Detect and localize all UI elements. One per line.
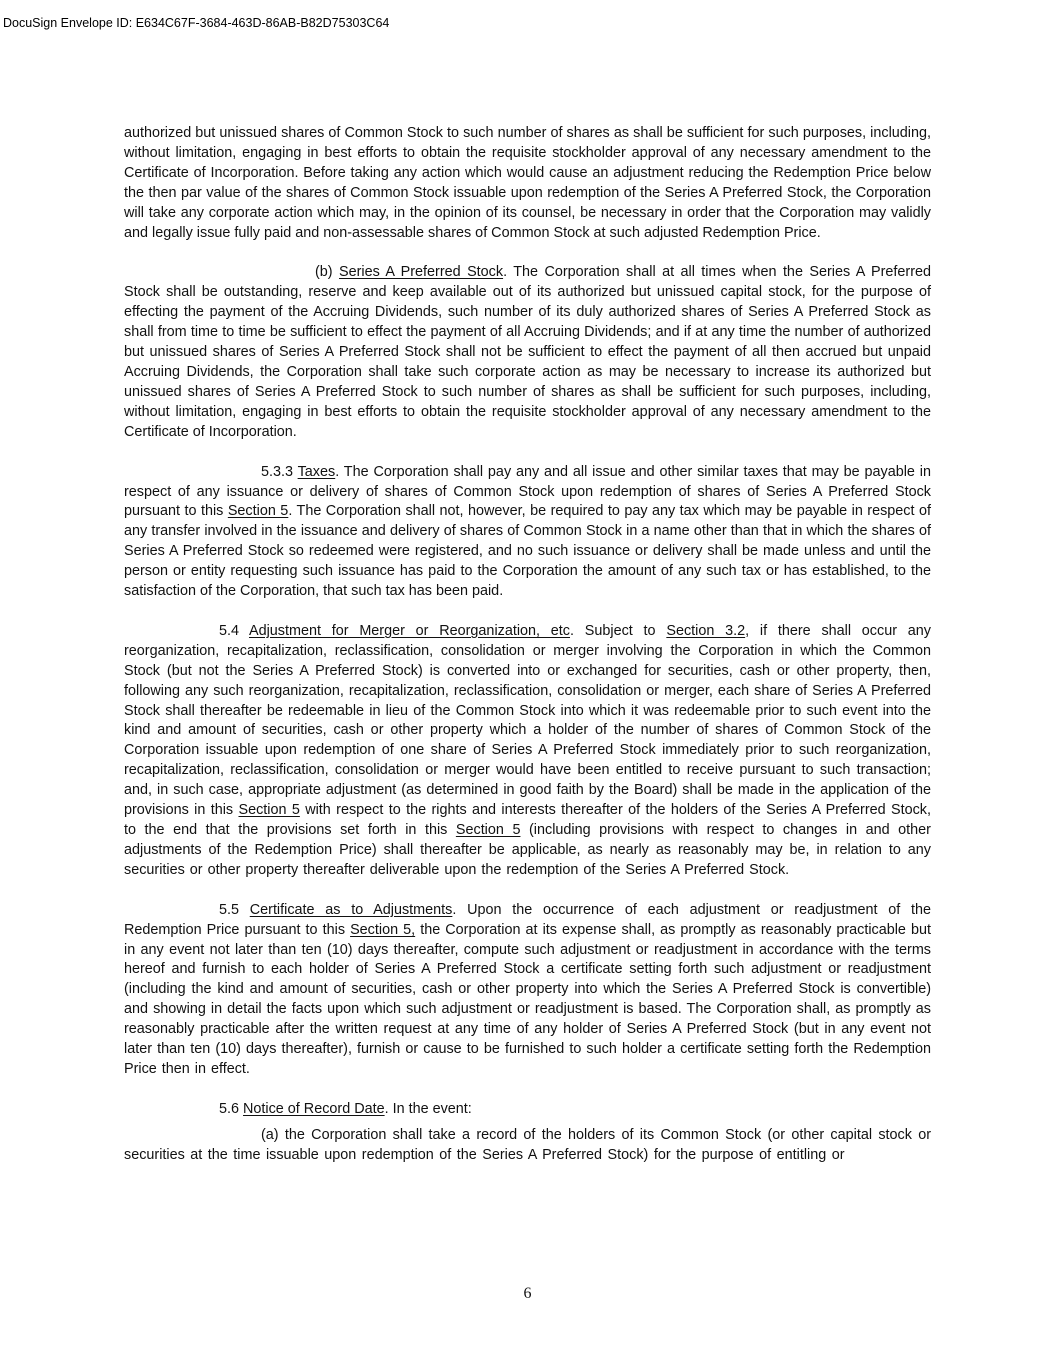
paragraph-number: 5.5	[219, 901, 250, 918]
paragraph-merger-adjustment	[124, 622, 931, 881]
paragraph-text: . Subject to	[570, 622, 667, 639]
paragraph-text: (a) the Corporation shall take a record of the holders of its Common Stock (or other capital stock or securities at the time issuable upon redemption of the Series A Preferred Stock) for the purpose of entitling or	[124, 1126, 931, 1163]
paragraph-record-holders	[124, 1126, 931, 1166]
section-heading: Series A Preferred Stock	[339, 264, 504, 281]
section-heading: Certificate as to Adjustments	[249, 901, 453, 918]
paragraph-text: , if there shall occur any reorganization, recapitalization, reclassification, consolidation or merger involving the Corporation in which the Common Stock (but not the Series A Preferred Stock) is converted into or exchanged for securities, cash or other property, then, following any such reorganization, recapitalization, reclassification, consolidation or merger, each share of Series A Preferred Stock shall thereafter be redeemable in lieu of the Common Stock into which it was redeemable prior to such event into the kind and amount of securities, cash or other property which a holder of the number of shares of Common Stock of the Corporation issuable upon redemption of one share of Series A Preferred Stock immediately prior to such reorganization, recapitalization, reclassification, consolidation or merger would have been entitled to receive pursuant to such transaction; and, in such case, appropriate adjustment (as determined in good faith by the Board) shall be made in the application of the provisions in this	[124, 622, 931, 819]
paragraph-number: 5.6	[219, 1100, 244, 1117]
section-heading: Taxes	[297, 463, 336, 480]
page-number: 6	[523, 1285, 532, 1302]
paragraph-text: . The Corporation shall pay any and all issue and other similar taxes that may be payable in respect of any issuance or delivery of shares of Common Stock upon redemption of shares of Series A Preferred Stock pursuant to this	[124, 463, 931, 520]
paragraph-number: 5.3.3	[261, 463, 298, 480]
paragraph-notice-record-date	[124, 1100, 931, 1120]
paragraph-text: . Upon the occurrence of each adjustment or readjustment of the Redemption Price pursuant to this	[124, 901, 931, 938]
paragraph-number: 5.4	[219, 622, 249, 639]
paragraph-text: authorized but unissued shares of Common Stock to such number of shares as shall be sufficient for such purposes, including, without limitation, engaging in best efforts to obtain the requisite stockholder approval of any necessary amendment to the Certificate of Incorporation. Before taking any action which would cause an adjustment reducing the Redemption Price below the then par value of the shares of Common Stock issuable upon redemption of the Series A Preferred Stock, the Corporation will take any corporate action which may, in the opinion of its counsel, be necessary in order that the Corporation may validly and legally issue fully paid and non-assessable shares of Common Stock at such adjusted Redemption Price.	[124, 125, 931, 241]
paragraph-text: . The Corporation shall at all times when the Series A Preferred Stock shall be outstanding, reserve and keep available out of its authorized but unissued capital stock, for the purpose of effecting the payment of the Accruing Dividends, such number of its duly authorized shares of Series A Preferred Stock as shall from time to time be sufficient to effect the payment of all Accruing Dividends; and if at any time the number of authorized but unissued shares of Series A Preferred Stock shall not be sufficient to effect the payment of all then accrued but unpaid Accruing Dividends, the Corporation shall take such corporate action as may be necessary to increase its authorized but unissued shares of Series A Preferred Stock to such number of shares as shall be sufficient for such purposes, including, without limitation, engaging in best efforts to obtain the requisite stockholder approval of any necessary amendment to the Certificate of Incorporation.	[124, 264, 931, 440]
section-reference: Section 5	[227, 503, 289, 520]
paragraph-number: (b)	[315, 264, 340, 281]
section-heading: Notice of Record Date	[243, 1100, 385, 1117]
docusign-envelope-id: DocuSign Envelope ID: E634C67F-3684-463D-86AB-B82D75303C64	[3, 16, 390, 30]
section-reference: Section 5,	[350, 921, 416, 938]
paragraph-text: the Corporation at its expense shall, as promptly as reasonably practicable but in any event not later than ten (10) days thereafter, compute such adjustment or readjustment in accordance with the terms hereof and furnish to each holder of Series A Preferred Stock a certificate setting forth such adjustment or readjustment (including the kind and amount of securities, cash or other property into which the Series A Preferred Stock is convertible) and showing in detail the facts upon which such adjustment or readjustment is based. The Corporation shall, as promptly as reasonably practicable after the written request at any time of any holder of Series A Preferred Stock (but in any event not later than ten (10) days thereafter), furnish or cause to be furnished to such holder a certificate setting forth the Redemption Price then in effect.	[124, 921, 931, 1077]
paragraph-text: with respect to the rights and interests thereafter of the holders of the Series A Preferred Stock, to the end that the provisions set forth in this	[124, 802, 931, 838]
paragraph-continuation	[124, 124, 931, 243]
paragraph-reserve-series-a	[124, 263, 931, 442]
section-heading: Adjustment for Merger or Reorganization, etc	[248, 622, 571, 639]
paragraph-taxes	[124, 463, 931, 602]
section-reference: Section 3.2	[666, 622, 746, 639]
section-reference: Section 5	[238, 802, 300, 819]
paragraph-text: (including provisions with respect to changes in and other adjustments of the Redemption Price) shall thereafter be applicable, as nearly as reasonably may be, in relation to any securities or other property thereafter deliverable upon the redemption of the Series A Preferred Stock.	[124, 822, 931, 878]
paragraph-text: . In the event:	[384, 1100, 472, 1117]
paragraph-certificate-adjustments	[124, 901, 931, 1080]
section-reference: Section 5	[455, 822, 521, 838]
document-body	[124, 124, 931, 1166]
paragraph-text: . The Corporation shall not, however, be required to pay any tax which may be payable in respect of any transfer involved in the issuance and delivery of shares of Common Stock in a name other than that in which the shares of Series A Preferred Stock so redeemed were registered, and no such issuance or delivery shall be made unless and until the person or entity requesting such issuance has paid to the Corporation the amount of any such tax or has established, to the satisfaction of the Corporation, that such tax has been paid.	[124, 503, 931, 600]
